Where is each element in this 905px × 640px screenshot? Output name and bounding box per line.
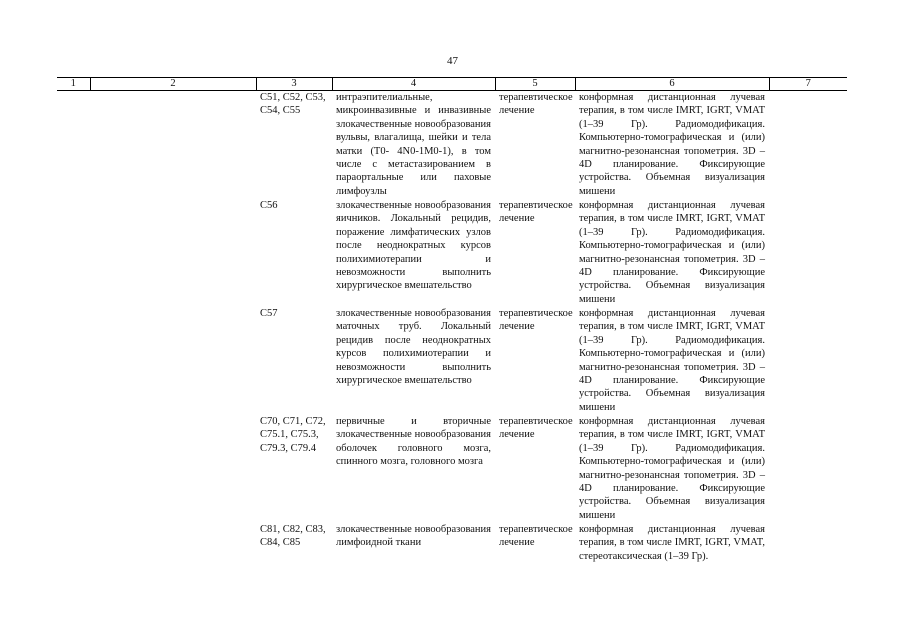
table-row <box>57 91 847 200</box>
cell-diagnosis: злокачественные новообразования лимфоидной ткани <box>336 524 491 549</box>
cell-group <box>90 307 256 415</box>
cell-number <box>57 415 90 523</box>
cell-diagnosis: злокачественные новообразования маточных труб. Локальный рецидив после неоднократных курсов полихимиотерапии и невозможности выполнить хирургическое вмешательство <box>336 308 491 387</box>
cell-diagnosis: интраэпителиальные, микроинвазивные и инвазивные злокачественные новообразования вульвы, влагалища, шейки и тела матки (T0- 4N0-1M0-1), в том числе с метастазированием в параортальные или паховые лимфоузлы <box>336 92 491 197</box>
cell-method: конформная дистанционная лучевая терапия, в том числе IMRT, IGRT, VMAT (1–39 Гр). Радиомодификация. Компьютерно-томографическая и (или) магнитно-резонансная топометрия. 3D – 4D планирование. Фиксирующие устройства. Объемная визуализация мишени <box>579 92 765 197</box>
table-row <box>57 199 847 307</box>
cell-treatment-type: терапевтическое лечение <box>499 200 573 225</box>
cell-number <box>57 307 90 415</box>
cell-icd-codes: C56 <box>260 200 278 211</box>
cell-method: конформная дистанционная лучевая терапия, в том числе IMRT, IGRT, VMAT, стереотаксическая (1–39 Гр). <box>579 524 765 562</box>
cell-icd-codes: C70, C71, C72, C75.1, C75.3, C79.3, C79.4 <box>260 416 326 454</box>
page-number: 47 <box>447 55 458 67</box>
cell-icd-codes: C81, C82, C83, C84, C85 <box>260 524 326 549</box>
cell-treatment-type: терапевтическое лечение <box>499 416 573 441</box>
cell-method: конформная дистанционная лучевая терапия, в том числе IMRT, IGRT, VMAT (1–39 Гр). Радиомодификация. Компьютерно-томографическая и (или) магнитно-резонансная топометрия. 3D – 4D планирование. Фиксирующие устройства. Объемная визуализация мишени <box>579 200 765 305</box>
column-number-1: 1 <box>57 78 90 91</box>
cell-treatment-type: терапевтическое лечение <box>499 524 573 549</box>
column-number-3: 3 <box>256 78 332 91</box>
cell-treatment-type: терапевтическое лечение <box>499 92 573 117</box>
cell-cost <box>769 415 847 523</box>
column-number-6: 6 <box>575 78 769 91</box>
cell-cost <box>769 199 847 307</box>
cell-number <box>57 91 90 200</box>
cell-group <box>90 199 256 307</box>
cell-group <box>90 415 256 523</box>
cell-cost <box>769 307 847 415</box>
cell-number <box>57 199 90 307</box>
cell-treatment-type: терапевтическое лечение <box>499 308 573 333</box>
cell-method: конформная дистанционная лучевая терапия, в том числе IMRT, IGRT, VMAT (1–39 Гр). Радиомодификация. Компьютерно-томографическая и (или) магнитно-резонансная топометрия. 3D – 4D планирование. Фиксирующие устройства. Объемная визуализация мишени <box>579 416 765 521</box>
cell-icd-codes: C57 <box>260 308 278 319</box>
table-row <box>57 307 847 415</box>
procedures-table <box>57 77 847 563</box>
column-number-2: 2 <box>90 78 256 91</box>
table-row <box>57 523 847 563</box>
column-number-4: 4 <box>332 78 495 91</box>
cell-method: конформная дистанционная лучевая терапия, в том числе IMRT, IGRT, VMAT (1–39 Гр). Радиомодификация. Компьютерно-томографическая и (или) магнитно-резонансная топометрия. 3D – 4D планирование. Фиксирующие устройства. Объемная визуализация мишени <box>579 308 765 413</box>
cell-group <box>90 91 256 200</box>
column-number-7: 7 <box>769 78 847 91</box>
cell-cost <box>769 91 847 200</box>
cell-icd-codes: C51, C52, C53, C54, C55 <box>260 92 326 117</box>
cell-diagnosis: первичные и вторичные злокачественные новообразования оболочек головного мозга, спинного мозга, головного мозга <box>336 416 491 468</box>
table-row <box>57 415 847 523</box>
table-header-row <box>57 78 847 91</box>
cell-number <box>57 523 90 563</box>
cell-group <box>90 523 256 563</box>
cell-diagnosis: злокачественные новообразования яичников. Локальный рецидив, поражение лимфатических узлов после неоднократных курсов полихимиотерапии и невозможности выполнить хирургическое вмешательство <box>336 200 491 292</box>
cell-cost <box>769 523 847 563</box>
column-number-5: 5 <box>495 78 575 91</box>
